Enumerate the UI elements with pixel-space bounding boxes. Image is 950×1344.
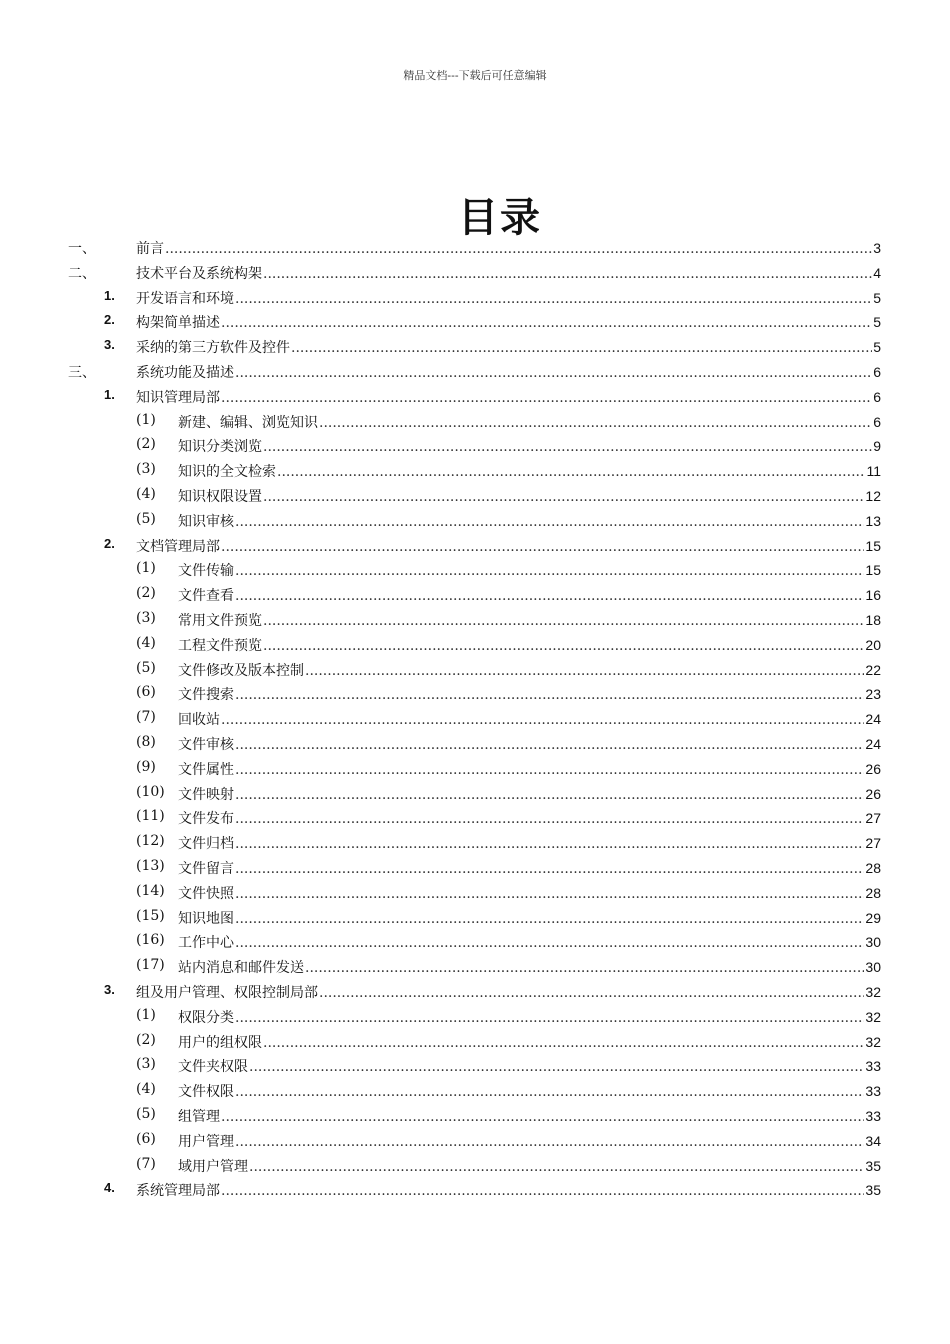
- toc-entry[interactable]: [0, 808, 950, 833]
- toc-entry-page: 18: [865, 612, 881, 628]
- toc-entry-label: 知识管理局部: [136, 389, 220, 406]
- toc-entry-page: 9: [873, 438, 881, 455]
- toc-entry[interactable]: [0, 1131, 950, 1156]
- toc-entry[interactable]: [0, 486, 950, 511]
- toc-entry-label: 文档管理局部: [136, 538, 220, 555]
- toc-entry-label: 知识的全文检索: [178, 464, 276, 481]
- toc-entry-number: (2): [136, 436, 156, 453]
- toc-dot-leader: [263, 489, 864, 505]
- toc-entry-page: 3: [873, 240, 881, 256]
- toc-dot-leader: [235, 687, 864, 703]
- toc-entry-number: 2.: [104, 312, 115, 328]
- toc-entry-label: 文件权限: [178, 1084, 234, 1101]
- toc-entry[interactable]: [0, 312, 950, 337]
- toc-entry-number: (3): [136, 1056, 156, 1073]
- toc-entry[interactable]: [0, 759, 950, 784]
- toc-entry-number: (5): [136, 510, 156, 527]
- toc-dot-leader: [263, 638, 864, 654]
- toc-entry-label: 用户管理: [178, 1133, 234, 1150]
- toc-entry-line: [178, 660, 881, 680]
- toc-entry-label: 知识权限设置: [178, 489, 262, 505]
- toc-entry-line: [178, 684, 881, 704]
- toc-entry-number: (2): [136, 585, 156, 602]
- toc-entry-label: 组及用户管理、权限控制局部: [136, 985, 318, 1001]
- toc-dot-leader: [221, 315, 872, 331]
- toc-entry-number: 4.: [104, 1180, 115, 1196]
- toc-entry-label: 文件快照: [178, 885, 234, 902]
- toc-entry-line: [178, 1081, 881, 1101]
- toc-entry-line: [178, 1056, 881, 1076]
- toc-entry-line: [178, 1007, 881, 1027]
- toc-entry-number: 2.: [104, 535, 115, 551]
- toc-entry-page: 15: [865, 537, 881, 554]
- toc-entry-label: 文件传输: [178, 563, 234, 580]
- toc-entry-page: 35: [865, 1182, 881, 1199]
- toc-entry-label: 文件属性: [178, 761, 234, 778]
- toc-entry-label: 工程文件预览: [178, 637, 262, 654]
- toc-entry[interactable]: [0, 1007, 950, 1032]
- toc-entry-page: 15: [865, 562, 881, 579]
- toc-entry-number: (13): [136, 858, 165, 874]
- toc-entry-number: 1.: [104, 386, 115, 402]
- toc-dot-leader: [235, 1134, 864, 1150]
- toc-dot-leader: [221, 390, 872, 406]
- toc-entry-page: 27: [865, 835, 881, 852]
- toc-dot-leader: [235, 1010, 864, 1026]
- toc-entry-label: 构架简单描述: [136, 315, 220, 332]
- toc-entry-number: (1): [136, 411, 156, 428]
- toc-dot-leader: [235, 365, 872, 381]
- toc-entry-line: [178, 932, 881, 952]
- toc-entry-number: (15): [136, 907, 165, 924]
- toc-entry[interactable]: [0, 461, 950, 486]
- toc-entry-label: 用户的组权限: [178, 1034, 262, 1051]
- toc-entry-label: 知识地图: [178, 910, 234, 927]
- toc-entry-label: 采纳的第三方软件及控件: [136, 340, 290, 357]
- toc-entry-page: 28: [865, 860, 881, 876]
- toc-entry-label: 文件审核: [178, 737, 234, 753]
- toc-entry-label: 文件搜索: [178, 687, 234, 704]
- toc-entry[interactable]: [0, 1180, 950, 1205]
- toc-entry-number: (3): [136, 461, 156, 478]
- toc-entry-page: 5: [873, 314, 881, 331]
- toc-entry[interactable]: [0, 511, 950, 536]
- toc-entry-label: 技术平台及系统构架: [136, 265, 262, 282]
- toc-entry[interactable]: [0, 1081, 950, 1106]
- toc-entry-page: 32: [865, 984, 881, 1000]
- toc-entry[interactable]: [0, 734, 950, 759]
- toc-entry[interactable]: [0, 238, 950, 263]
- toc-entry-page: 12: [865, 488, 881, 504]
- toc-entry-line: [178, 808, 881, 828]
- toc-entry-page: 16: [865, 587, 881, 604]
- toc-entry-line: [178, 511, 881, 531]
- toc-entry-label: 常用文件预览: [178, 613, 262, 629]
- toc-dot-leader: [263, 266, 872, 282]
- toc-entry-line: [136, 362, 881, 382]
- toc-entry-line: [136, 238, 881, 258]
- toc-entry[interactable]: [0, 263, 950, 288]
- toc-entry-label: 知识分类浏览: [178, 439, 262, 456]
- toc-entry[interactable]: [0, 288, 950, 313]
- toc-entry-page: 6: [873, 413, 881, 430]
- toc-entry-line: [178, 858, 881, 878]
- toc-entry-number: (16): [136, 932, 165, 949]
- toc-entry-label: 文件留言: [178, 861, 234, 877]
- toc-entry-number: (1): [136, 560, 156, 577]
- toc-dot-leader: [235, 588, 864, 604]
- toc-entry-label: 文件夹权限: [178, 1059, 248, 1076]
- toc-entry-number: (10): [136, 783, 165, 800]
- toc-entry[interactable]: [0, 908, 950, 933]
- toc-entry[interactable]: [0, 709, 950, 734]
- toc-dot-leader: [235, 762, 864, 778]
- toc-dot-leader: [235, 836, 864, 852]
- toc-entry[interactable]: [0, 1106, 950, 1131]
- toc-entry-line: [136, 536, 881, 556]
- toc-entry-line: [178, 610, 881, 630]
- toc-entry-line: [178, 1106, 881, 1126]
- toc-entry-label: 系统功能及描述: [136, 365, 234, 381]
- toc-entry-line: [178, 436, 881, 456]
- toc-entry-line: [178, 709, 881, 729]
- toc-entry-number: (6): [136, 684, 156, 701]
- toc-entry-page: 4: [873, 264, 881, 281]
- toc-entry-page: 35: [865, 1157, 881, 1174]
- toc-entry-line: [178, 1032, 881, 1052]
- page-header: 精品文档---下载后可任意编辑: [403, 69, 547, 82]
- toc-entry[interactable]: [0, 560, 950, 585]
- toc-entry-line: [136, 263, 881, 283]
- toc-entry-number: 3.: [104, 982, 115, 997]
- toc-entry-page: 22: [865, 661, 881, 678]
- toc-entry-page: 20: [865, 636, 881, 653]
- toc-entry-number: (7): [136, 709, 156, 726]
- toc-entry[interactable]: [0, 660, 950, 685]
- toc-dot-leader: [277, 464, 865, 480]
- toc-entry[interactable]: [0, 536, 950, 561]
- toc-entry-line: [178, 635, 881, 655]
- toc-entry-label: 权限分类: [178, 1009, 234, 1026]
- toc-entry-label: 文件修改及版本控制: [178, 662, 304, 679]
- toc-title: 目录: [458, 194, 542, 241]
- toc-entry-number: (7): [136, 1155, 156, 1172]
- toc-entry[interactable]: [0, 684, 950, 709]
- toc-entry[interactable]: [0, 362, 950, 387]
- toc-dot-leader: [235, 1084, 864, 1100]
- toc-dot-leader: [235, 911, 864, 927]
- toc-entry-page: 33: [865, 1058, 881, 1075]
- toc-dot-leader: [235, 935, 864, 951]
- toc-dot-leader: [165, 241, 872, 257]
- toc-entry-label: 文件归档: [178, 836, 234, 853]
- toc-entry-number: (12): [136, 833, 165, 850]
- toc-entry-page: 29: [865, 909, 881, 926]
- toc-entry-number: 三、: [68, 365, 96, 381]
- toc-entry[interactable]: [0, 337, 950, 362]
- toc-entry-page: 32: [865, 1033, 881, 1050]
- toc-entry-page: 6: [873, 364, 881, 380]
- toc-entry-number: 二、: [68, 265, 96, 282]
- toc-dot-leader: [249, 1059, 864, 1075]
- toc-entry[interactable]: [0, 883, 950, 908]
- toc-entry-label: 文件发布: [178, 811, 234, 828]
- toc-entry-page: 24: [865, 736, 881, 752]
- toc-entry[interactable]: [0, 1056, 950, 1081]
- toc-entry[interactable]: [0, 412, 950, 437]
- toc-entry-line: [178, 957, 881, 977]
- toc-entry[interactable]: [0, 585, 950, 610]
- toc-entry-page: 26: [865, 785, 881, 802]
- toc-entry-page: 6: [873, 388, 881, 405]
- toc-entry-line: [178, 1131, 881, 1151]
- toc-entry[interactable]: [0, 1156, 950, 1181]
- toc-entry-number: (5): [136, 659, 156, 676]
- toc-entry-line: [136, 387, 881, 407]
- toc-dot-leader: [263, 1035, 864, 1051]
- toc-entry-page: 26: [865, 760, 881, 777]
- toc-entry-page: 30: [865, 959, 881, 976]
- toc-entry-line: [178, 461, 881, 481]
- toc-entry-number: (9): [136, 758, 156, 775]
- toc-entry-page: 24: [865, 711, 881, 728]
- toc-entry-page: 28: [865, 884, 881, 901]
- toc-entry[interactable]: [0, 784, 950, 809]
- toc-entry-label: 回收站: [178, 712, 220, 729]
- toc-entry-number: (3): [136, 610, 156, 626]
- toc-entry[interactable]: [0, 635, 950, 660]
- toc-entry-number: (8): [136, 734, 156, 750]
- toc-entry-number: (1): [136, 1006, 156, 1023]
- toc-dot-leader: [319, 415, 872, 431]
- toc-entry-line: [178, 734, 881, 754]
- toc-entry-label: 域用户管理: [178, 1158, 248, 1175]
- toc-entry-label: 知识审核: [178, 513, 234, 530]
- toc-entry-page: 23: [865, 686, 881, 703]
- toc-entry-label: 前言: [136, 241, 164, 257]
- toc-entry-page: 11: [866, 463, 881, 480]
- toc-entry-line: [178, 784, 881, 804]
- toc-dot-leader: [291, 340, 872, 356]
- toc-entry[interactable]: [0, 436, 950, 461]
- toc-entry-page: 33: [865, 1083, 881, 1100]
- toc-entry-label: 开发语言和环境: [136, 290, 234, 307]
- toc-dot-leader: [235, 291, 872, 307]
- toc-entry[interactable]: [0, 982, 950, 1007]
- toc-dot-leader: [235, 563, 864, 579]
- toc-entry-page: 34: [865, 1132, 881, 1149]
- toc-entry-line: [136, 288, 881, 308]
- toc-entry-line: [178, 833, 881, 853]
- toc-dot-leader: [235, 811, 864, 827]
- toc-dot-leader: [305, 663, 864, 679]
- toc-entry[interactable]: [0, 957, 950, 982]
- toc-entry-line: [178, 560, 881, 580]
- toc-entry-line: [178, 759, 881, 779]
- toc-entry-number: (4): [136, 1081, 156, 1098]
- toc-entry[interactable]: [0, 833, 950, 858]
- toc-entry[interactable]: [0, 932, 950, 957]
- toc-entry-label: 文件查看: [178, 588, 234, 605]
- toc-dot-leader: [305, 960, 864, 976]
- toc-entry-number: (4): [136, 634, 156, 651]
- toc-entry[interactable]: [0, 1032, 950, 1057]
- toc-entry-line: [178, 412, 881, 432]
- toc-entry-line: [136, 982, 881, 1002]
- toc-entry-line: [178, 908, 881, 928]
- toc-entry-line: [136, 312, 881, 332]
- toc-entry-line: [178, 883, 881, 903]
- toc-dot-leader: [235, 514, 864, 530]
- toc-entry[interactable]: [0, 858, 950, 883]
- toc-entry-number: (2): [136, 1031, 156, 1048]
- toc-entry-label: 文件映射: [178, 786, 234, 803]
- toc-entry-line: [136, 1180, 881, 1200]
- toc-entry-page: 33: [865, 1108, 881, 1124]
- toc-entry-page: 5: [873, 339, 881, 356]
- toc-entry-number: (17): [136, 957, 165, 974]
- toc-entry-number: (14): [136, 882, 165, 899]
- toc-dot-leader: [263, 439, 872, 455]
- toc-entry-line: [178, 486, 881, 506]
- toc-entry-number: 1.: [104, 287, 115, 303]
- toc-entry[interactable]: [0, 610, 950, 635]
- toc-entry-line: [178, 1156, 881, 1176]
- toc-entry-number: (4): [136, 486, 156, 502]
- toc-entry-page: 30: [865, 934, 881, 951]
- toc-entry-label: 系统管理局部: [136, 1183, 220, 1200]
- toc-dot-leader: [221, 1183, 864, 1199]
- toc-entry-label: 组管理: [178, 1109, 220, 1125]
- toc-entry[interactable]: [0, 387, 950, 412]
- toc-entry-number: (6): [136, 1130, 156, 1147]
- toc-entry-number: 3.: [104, 337, 115, 353]
- toc-dot-leader: [221, 712, 864, 728]
- toc-entry-label: 新建、编辑、浏览知识: [178, 414, 318, 431]
- toc-dot-leader: [221, 1109, 864, 1125]
- toc-entry-page: 32: [865, 1008, 881, 1025]
- toc-dot-leader: [263, 613, 864, 629]
- toc-dot-leader: [249, 1159, 864, 1175]
- toc-dot-leader: [235, 861, 864, 877]
- toc-dot-leader: [221, 539, 864, 555]
- toc-entry-line: [178, 585, 881, 605]
- toc-dot-leader: [235, 886, 864, 902]
- toc-entry-label: 工作中心: [178, 935, 234, 952]
- toc-dot-leader: [235, 737, 864, 753]
- toc-entry-page: 27: [865, 810, 881, 827]
- toc-entry-number: 一、: [68, 241, 96, 257]
- toc-entry-page: 5: [873, 289, 881, 306]
- toc-entry-line: [136, 337, 881, 357]
- toc-entry-number: (11): [136, 808, 165, 825]
- toc-entry-label: 站内消息和邮件发送: [178, 960, 304, 977]
- toc-dot-leader: [235, 787, 864, 803]
- toc-entry-number: (5): [136, 1106, 156, 1122]
- toc-dot-leader: [319, 985, 864, 1001]
- toc-entry-page: 13: [865, 512, 881, 529]
